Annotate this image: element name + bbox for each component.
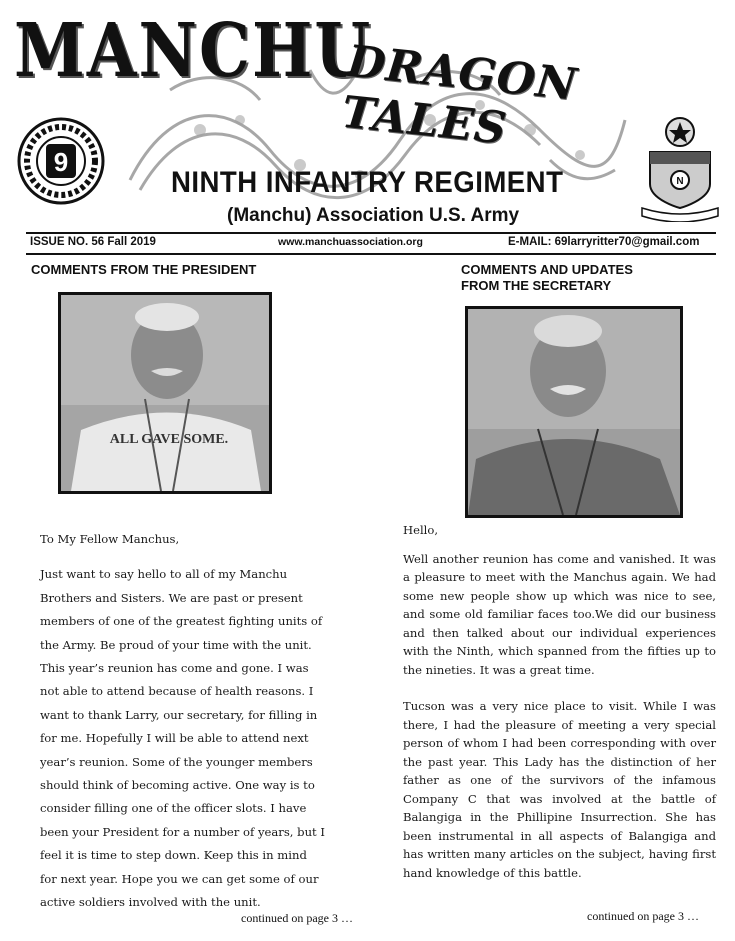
issue-number: ISSUE NO. 56 Fall 2019 [30, 236, 156, 248]
secretary-paragraph-2: Tucson was a very nice place to visit. While I was there, I had the pleasure of meeting a very special person of whom I had been corresponding with over the past year. This Lady has the distinction of her father as one of the survivors of the infamous Company C that was involved at the battle of Balangiga in the Phillipine Insurrection. She has been instrumental in all aspects of Balangiga and has written many articles on the subject, having first hand knowledge of this battle. [403, 699, 716, 880]
secretary-continued[interactable]: continued on page 3 … [587, 909, 699, 923]
regiment-title: NINTH INFANTRY REGIMENT [171, 166, 564, 199]
bottom-rule [26, 253, 716, 255]
crest-letter: N [676, 176, 684, 187]
president-portrait [61, 295, 269, 491]
secretary-portrait [468, 309, 680, 515]
secretary-heading-line2: FROM THE SECRETARY [461, 278, 612, 293]
secretary-salutation: Hello, [403, 523, 439, 537]
president-letter [40, 528, 376, 915]
email-address[interactable]: E-MAIL: 69larryritter70@gmail.com [508, 236, 700, 248]
secretary-photo [465, 306, 683, 518]
crest-number: 9 [53, 147, 69, 177]
president-body: Just want to say hello to all of my Manchu Brothers and Sisters. We are past or present members of one of the greatest fighting units of the Army. Be proud of your time with the unit. This year’s reunion has come and gone. I was not able to attend because of health reasons. I want to thank Larry, our secretary, for filling in for me. Hopefully I will be able to attend next year’s reunion. Some of the younger members should think of becoming active. One way is to consider filling one of the officer slots. I have been your President for a number of years, but I feel it is time to step down. Keep this in mind for next year. Hope you we can get some of our active soldiers involved with the unit. [40, 567, 325, 910]
secretary-heading-line1: COMMENTS AND UPDATES [461, 262, 633, 277]
regiment-crest-left [16, 116, 106, 206]
president-heading: COMMENTS FROM THE PRESIDENT [31, 262, 257, 277]
secretary-heading [461, 262, 633, 294]
president-continued[interactable]: continued on page 3 … [241, 911, 353, 925]
top-rule [26, 232, 716, 234]
secretary-letter [403, 521, 716, 882]
secretary-paragraph-1: Well another reunion has come and vanished. It was a pleasure to meet with the Manchus again. We had some new people show up which was nice to see, and some old familiar faces too.We did our business and then talked about our individual experiences with the Ninth, which spanned from the fifties up to the nineties. It was a great time. [403, 551, 716, 677]
masthead [0, 0, 735, 232]
masthead-subtitle: DRAGON TALES [339, 36, 580, 155]
president-photo [58, 292, 272, 494]
shirt-text: ALL GAVE SOME. [109, 432, 229, 447]
president-salutation: To My Fellow Manchus, [40, 532, 180, 546]
masthead-title: MANCHU [14, 8, 373, 95]
association-title: (Manchu) Association U.S. Army [227, 205, 520, 226]
regiment-crest-right [640, 112, 720, 222]
issue-bar [30, 236, 714, 252]
website-link[interactable]: www.manchuassociation.org [278, 236, 423, 248]
